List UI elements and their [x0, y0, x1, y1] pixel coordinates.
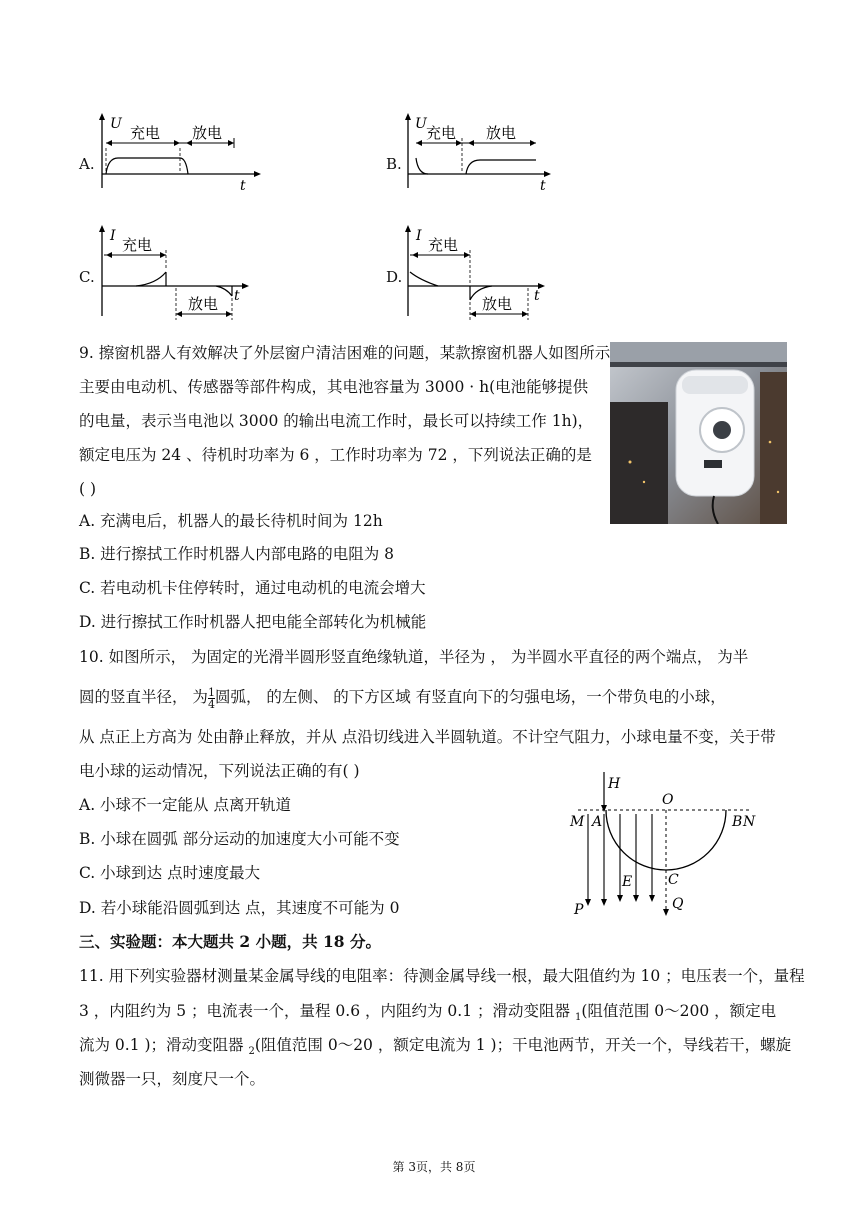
discharge-label: 放电 [486, 124, 517, 142]
graph-b [402, 112, 562, 192]
axis-i: I [416, 228, 422, 244]
q9-option-a: A. 充满电后，机器人的最长待机时间为 12h [79, 512, 383, 530]
subscript-2: 2 [248, 1046, 255, 1058]
axis-t: t [540, 178, 546, 192]
label-n: N [743, 814, 756, 830]
q9-option-d: D. 进行擦拭工作时机器人把电能全部转化为机械能 [79, 613, 427, 631]
graph-d-label: D. [386, 268, 403, 286]
fraction-numerator: 1 [207, 685, 215, 699]
charge-label: 充电 [428, 236, 459, 254]
q9-line5: ( ) [79, 480, 97, 498]
charge-label: 充电 [426, 124, 457, 142]
q10-line3: 从 点正上方高为 处由静止释放，并从 点沿切线进入半圆轨道。不计空气阻力，小球电量不变，关于带 [79, 728, 776, 746]
q10-line4: 电小球的运动情况，下列说法正确的有( ) [79, 762, 360, 780]
label-b: B [732, 814, 743, 830]
graph-b-label: B. [386, 155, 402, 173]
label-h: H [608, 776, 621, 792]
axis-u: U [415, 116, 427, 132]
q10-option-c: C. 小球到达 点时速度最大 [79, 864, 261, 882]
q11-line4: 测微器一只，刻度尺一个。 [79, 1070, 266, 1088]
q10-line1: 10. 如图所示， 为固定的光滑半圆形竖直绝缘轨道，半径为 ， 为半圆水平直径的两个端点， 为半 [79, 648, 749, 666]
q9-option-c: C. 若电动机卡住停转时，通过电动机的电流会增大 [79, 579, 426, 597]
fraction-denominator: 4 [207, 697, 215, 711]
q10-option-b: B. 小球在圆弧 部分运动的加速度大小可能不变 [79, 830, 400, 848]
axis-t: t [534, 288, 540, 304]
discharge-label: 放电 [192, 124, 223, 142]
q9-line2: 主要由电动机、传感器等部件构成，其电池容量为 3000 · h(电池能够提供 [79, 378, 589, 396]
label-c: C [668, 872, 679, 888]
q9-line1: 9. 擦窗机器人有效解决了外层窗户清洁困难的问题，某款擦窗机器人如图所示 [79, 344, 611, 362]
q11-line1: 11. 用下列实验器材测量某金属导线的电阻率：待测金属导线一根，最大阻值约为 10 ；电压表一个，量程 [79, 967, 805, 985]
q9-option-b: B. 进行擦拭工作时机器人内部电路的电阻为 8 [79, 545, 395, 563]
label-a: A [592, 814, 603, 830]
label-q: Q [672, 896, 684, 912]
subscript-1: 1 [574, 1012, 582, 1024]
q9-line3: 的电量，表示当电池以 3000 的输出电流工作时，最长可以持续工作 1h)， [79, 412, 594, 430]
axis-i: I [110, 228, 116, 244]
label-e: E [622, 874, 633, 890]
q10-line2 [79, 686, 726, 710]
q9-line4: 额定电压为 24 、待机时功率为 6 ，工作时功率为 72 ，下列说法正确的是 [79, 446, 592, 464]
page-footer: 第 3页，共 8页 [392, 1160, 476, 1174]
graph-c-label: C. [79, 268, 95, 286]
axis-t: t [240, 178, 246, 192]
q10-option-d: D. 若小球能沿圆弧到达 点，其速度不可能为 0 [79, 899, 400, 917]
graph-a-label: A. [79, 155, 95, 173]
graph-c [96, 224, 266, 324]
graph-d [402, 224, 562, 324]
axis-u: U [110, 116, 122, 132]
label-m: M [570, 814, 585, 830]
charge-label: 充电 [122, 236, 153, 254]
graph-a [96, 112, 266, 192]
q11-line2 [79, 1000, 776, 1029]
label-o: O [662, 792, 674, 808]
discharge-label: 放电 [482, 295, 513, 313]
section-heading: 三、实验题：本大题共 2 小题，共 18 分。 [79, 932, 381, 951]
fraction [208, 687, 215, 710]
semicircle-track-figure [562, 766, 772, 918]
window-robot-photo [610, 342, 787, 524]
q11-line2a: 3 ，内阻约为 5 ；电流表一个，量程 0.6 ，内阻约为 0.1 ；滑动变阻器 [79, 1002, 575, 1020]
q11-line3b: (阻值范围 0～20 ，额定电流为 1 )；干电池两节，开关一个，导线若干，螺旋 [254, 1036, 792, 1054]
q10-option-a: A. 小球不一定能从 点离开轨道 [79, 796, 291, 814]
q10-line2a: 圆的竖直半径， 为 [79, 688, 208, 706]
discharge-label: 放电 [188, 295, 219, 313]
axis-t: t [234, 288, 240, 304]
q11-line3a: 流为 0.1 )；滑动变阻器 [79, 1036, 249, 1054]
q10-line2b: 圆弧， 的左侧、 的下方区域 有竖直向下的匀强电场，一个带负电的小球， [214, 688, 726, 706]
label-p: P [574, 902, 584, 918]
q11-line2b: (阻值范围 0～200 ，额定电 [581, 1002, 777, 1020]
charge-label: 充电 [130, 124, 161, 142]
q11-line3 [79, 1034, 791, 1063]
